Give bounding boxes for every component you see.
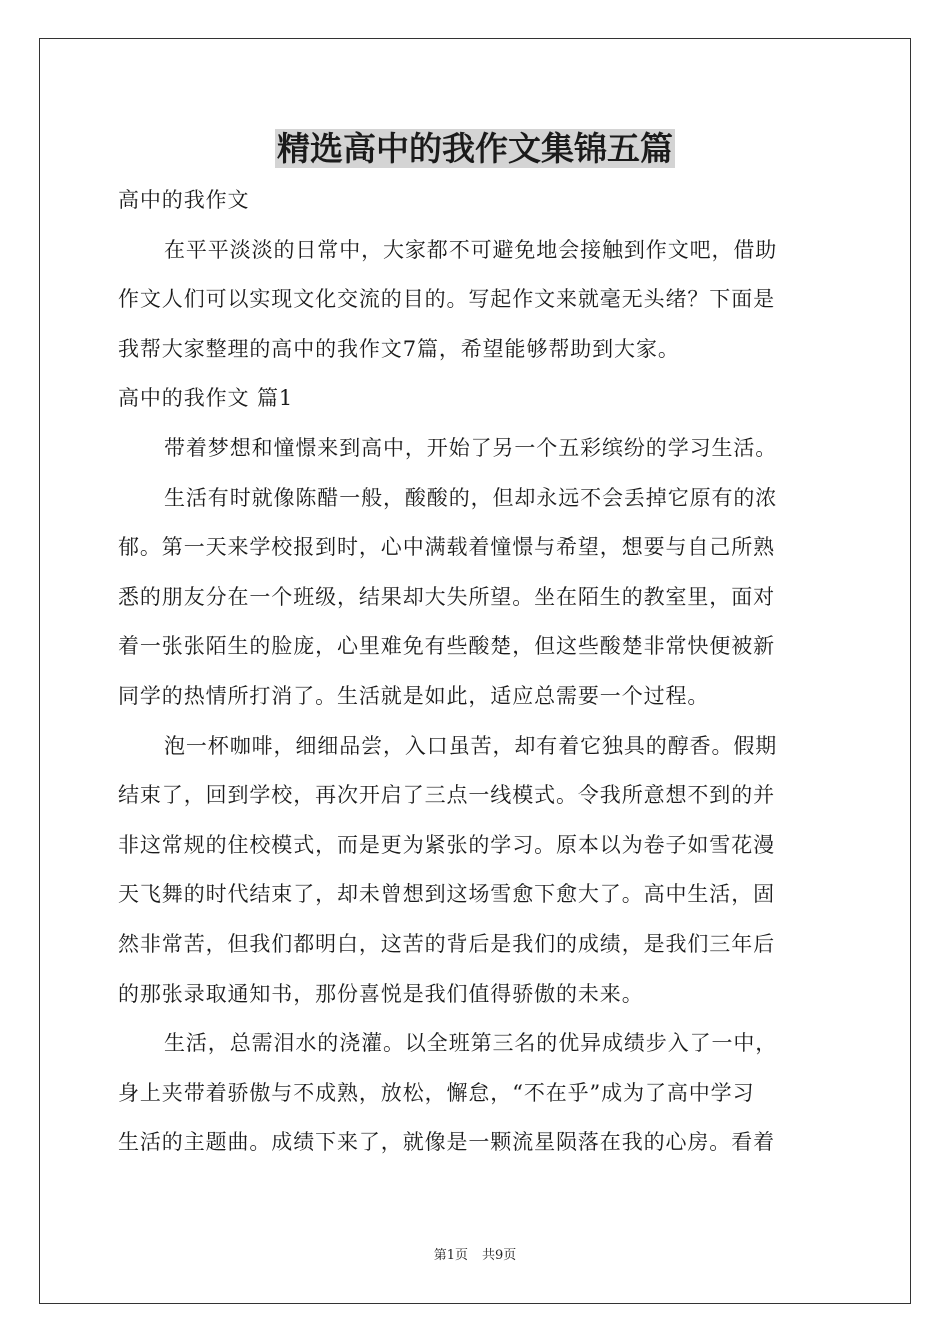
- text-line: 生活的主题曲。成绩下来了，就像是一颗流星陨落在我的心房。看着: [118, 1130, 775, 1155]
- text-line: 天飞舞的时代结束了，却未曾想到这场雪愈下愈大了。高中生活，固: [118, 882, 775, 907]
- text-line: 带着梦想和憧憬来到高中，开始了另一个五彩缤纷的学习生活。: [164, 435, 778, 460]
- text-line: 作文人们可以实现文化交流的目的。写起作文来就毫无头绪？下面是: [118, 287, 775, 312]
- text-line: 在平平淡淡的日常中，大家都不可避免地会接触到作文吧，借助: [164, 237, 778, 262]
- text-line: 然非常苦，但我们都明白，这苦的背后是我们的成绩，是我们三年后: [118, 931, 775, 956]
- text-line: 同学的热情所打消了。生活就是如此，适应总需要一个过程。: [118, 683, 710, 708]
- page-total: 共9页: [482, 1248, 517, 1263]
- text-line: 我帮大家整理的高中的我作文7篇，希望能够帮助到大家。: [118, 336, 680, 361]
- text-line: 泡一杯咖啡，细细品尝，入口虽苦，却有着它独具的醇香。假期: [164, 733, 778, 758]
- text-line: 高中的我作文 篇1: [118, 386, 294, 411]
- text-line: 高中的我作文: [118, 188, 250, 212]
- page-number: 第1页: [433, 1248, 468, 1263]
- text-line: 郁。第一天来学校报到时，心中满载着憧憬与希望，想要与自己所熟: [118, 535, 775, 560]
- document-body: [118, 176, 834, 1168]
- text-line: 着一张张陌生的脸庞，心里难免有些酸楚，但这些酸楚非常快便被新: [118, 634, 775, 659]
- text-line: 非这常规的住校模式，而是更为紧张的学习。原本以为卷子如雪花漫: [118, 832, 775, 857]
- text-line: 生活有时就像陈醋一般，酸酸的，但却永远不会丢掉它原有的浓: [164, 485, 778, 510]
- document-title-text: 精选高中的我作文集锦五篇: [277, 129, 673, 168]
- text-line: 的那张录取通知书，那份喜悦是我们值得骄傲的未来。: [118, 981, 644, 1006]
- text-line: 生活，总需泪水的浇灌。以全班第三名的优异成绩步入了一中，: [164, 1031, 778, 1056]
- document-title: [0, 127, 950, 171]
- page-footer: [0, 1247, 950, 1265]
- text-line: 身上夹带着骄傲与不成熟，放松，懈怠，“不在乎”成为了高中学习: [118, 1080, 755, 1105]
- text-line: 结束了，回到学校，再次开启了三点一线模式。令我所意想不到的并: [118, 783, 775, 808]
- text-line: 悉的朋友分在一个班级，结果却大失所望。坐在陌生的教室里，面对: [118, 584, 775, 609]
